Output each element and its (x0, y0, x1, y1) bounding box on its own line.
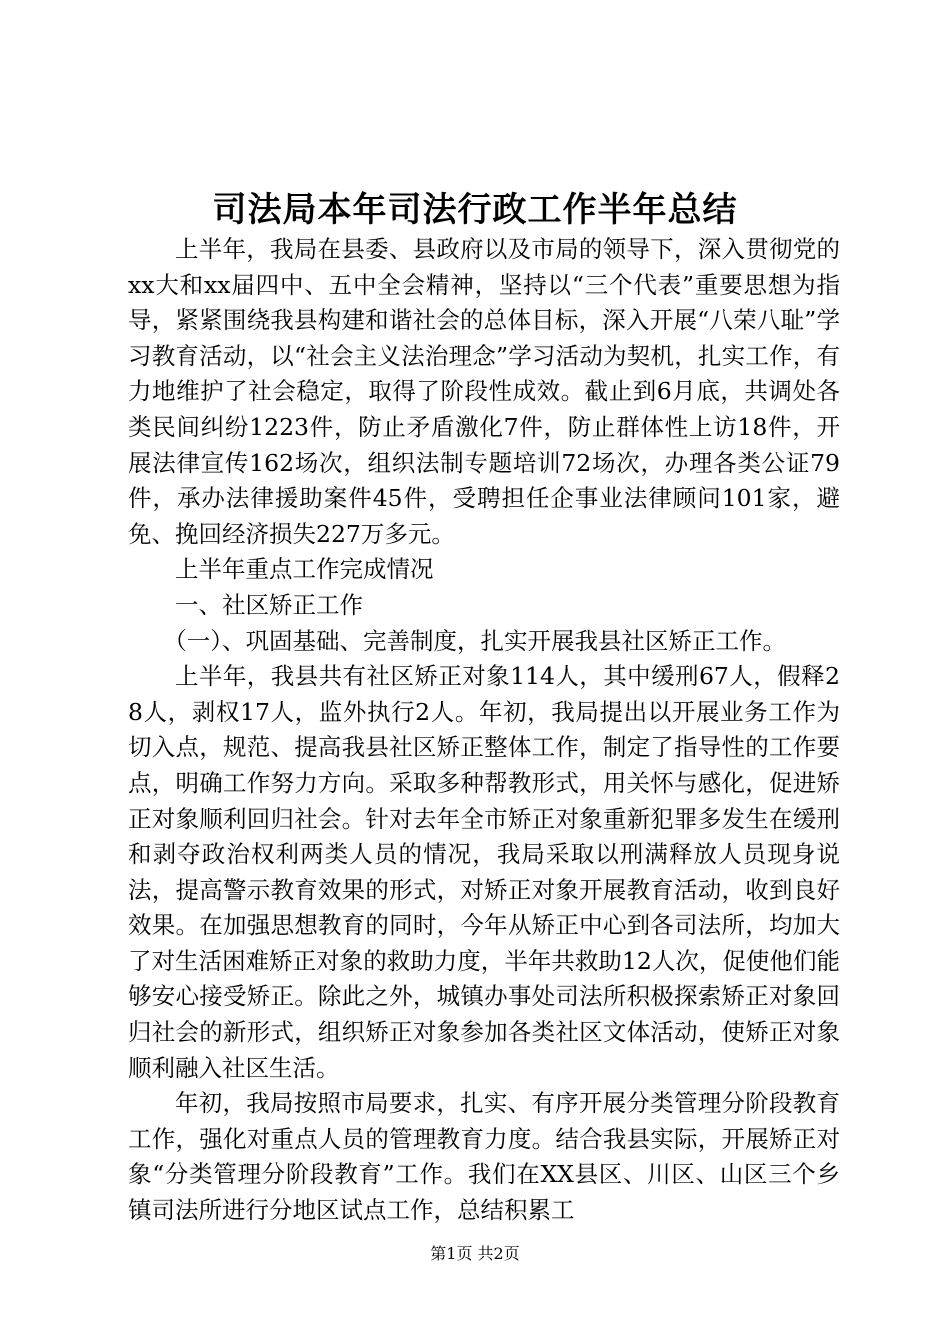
page-number-footer: 第1页 共2页 (430, 1244, 520, 1263)
paragraph-classification: 年初，我局按照市局要求，扎实、有序开展分类管理分阶段教育工作，强化对重点人员的管理教育力度。结合我县实际，开展矫正对象“分类管理分阶段教育”工作。我们在XX县区、川区、山区三个乡镇司法所进行分地区试点工作，总结积累工 (128, 1089, 840, 1225)
paragraph-correction-stats: 上半年，我县共有社区矫正对象114人，其中缓刑67人，假释28人，剥权17人，监外执行2人。年初，我局提出以开展业务工作为切入点，规范、提高我县社区矫正整体工作，制定了指导性的工作要点，明确工作努力方向。采取多种帮教形式，用关怀与感化，促进矫正对象顺利回归社会。针对去年全市矫正对象重新犯罪多发生在缓刑和剥夺政治权利两类人员的情况，我局采取以刑满释放人员现身说法，提高警示教育效果的形式，对矫正对象开展教育活动，收到良好效果。在加强思想教育的同时，今年从矫正中心到各司法所，均加大了对生活困难矫正对象的救助力度，半年共救助12人次，促使他们能够安心接受矫正。除此之外，城镇办事处司法所积极探索矫正对象回归社会的新形式，组织矫正对象参加各类社区文体活动，使矫正对象顺利融入社区生活。 (128, 662, 840, 1082)
subsection-heading: 一、社区矫正工作 (175, 590, 363, 619)
document-title: 司法局本年司法行政工作半年总结 (212, 190, 738, 230)
subsection-item-heading: （一）、巩固基础、完善制度，扎实开展我县社区矫正工作。 (163, 626, 786, 655)
paragraph-intro: 上半年，我局在县委、县政府以及市局的领导下，深入贯彻党的xx大和xx届四中、五中全会精神，坚持以“三个代表”重要思想为指导，紧紧围绕我县构建和谐社会的总体目标，深入开展“八荣八耻”学习教育活动，以“社会主义法治理念”学习活动为契机，扎实工作，有力地维护了社会稳定，取得了阶段性成效。截止到6月底，共调处各类民间纠纷1223件，防止矛盾激化7件，防止群体性上访18件，开展法律宣传162场次，组织法制专题培训72场次，办理各类公证79件，承办法律援助案件45件，受聘担任企事业法律顾问101家，避免、挽回经济损失227万多元。 (128, 235, 840, 548)
section-heading: 上半年重点工作完成情况 (175, 555, 434, 584)
document-body (128, 232, 840, 1229)
